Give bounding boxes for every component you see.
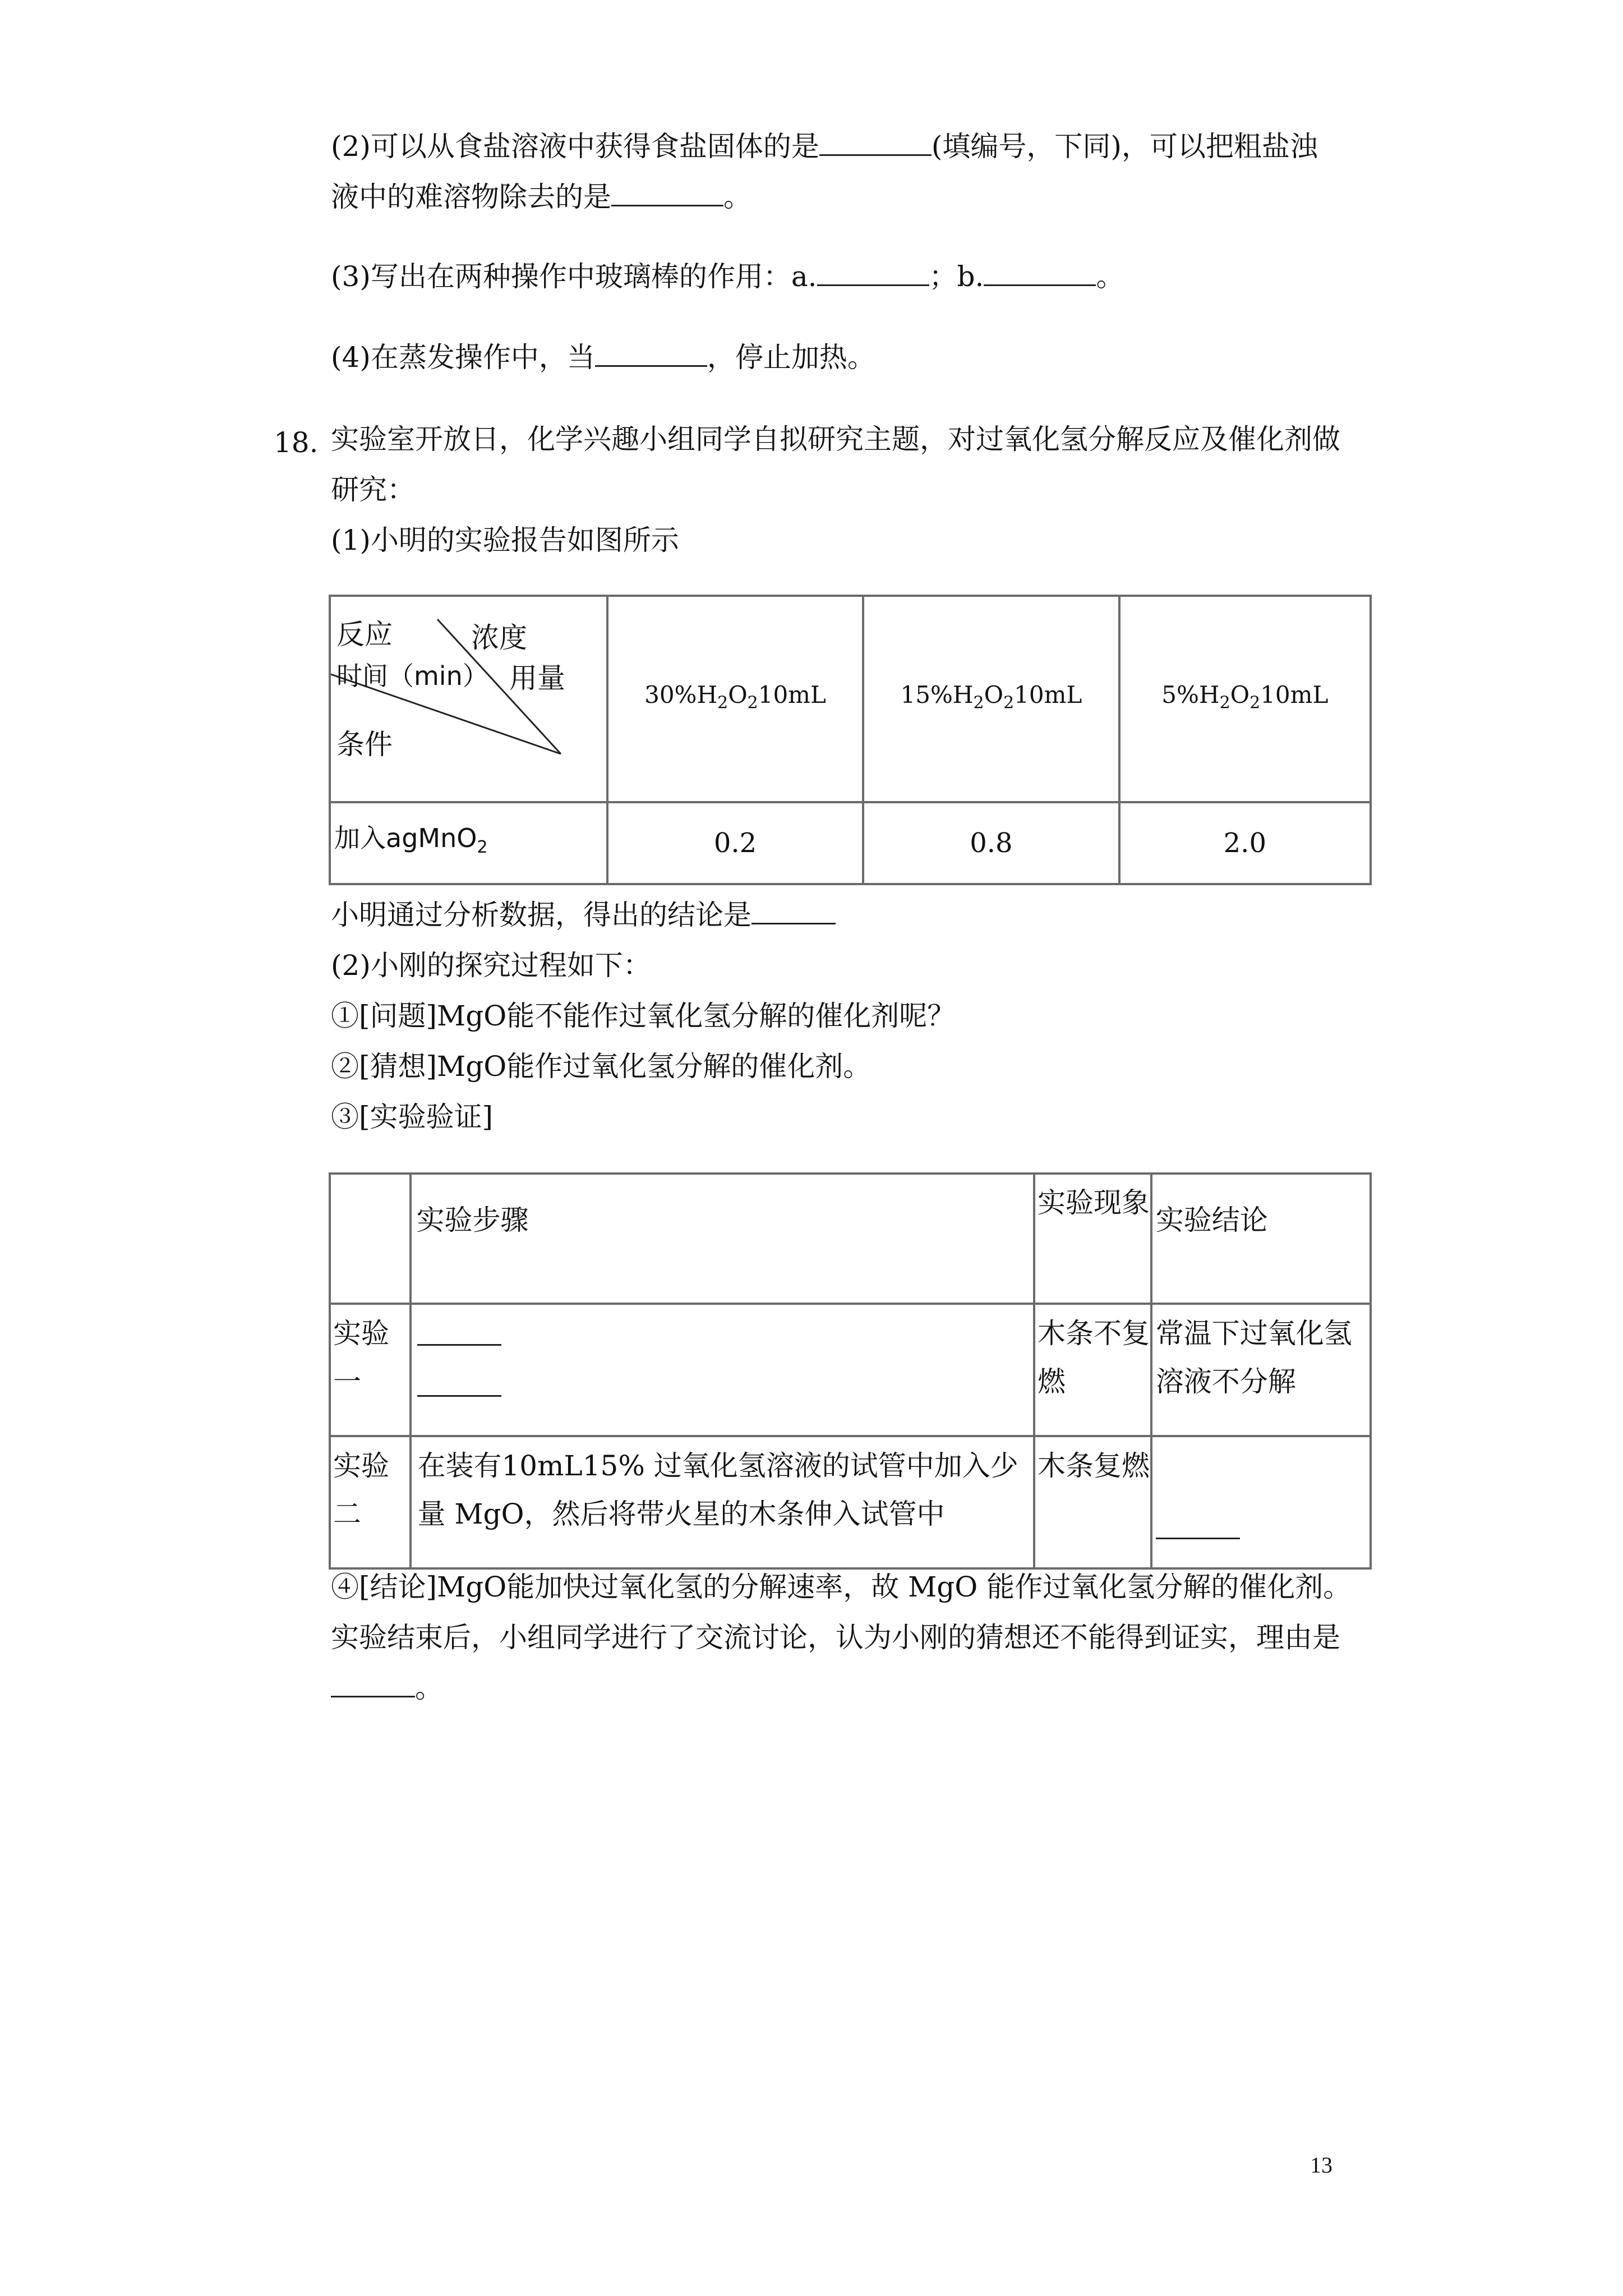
row-label-exp1: 实验一 bbox=[330, 1304, 411, 1436]
exp2-conclusion bbox=[1151, 1436, 1371, 1568]
text: 。 bbox=[723, 181, 751, 213]
col-15pct: $15\%H_2O_210mL$ bbox=[863, 596, 1119, 802]
value-30pct: 0.2 bbox=[607, 802, 863, 884]
header-amount: 用量 bbox=[509, 662, 565, 694]
text: 液中的难溶物除去的是 bbox=[331, 181, 611, 213]
text: (填编号，下同)，可以把粗盐浊 bbox=[931, 130, 1318, 163]
exp2-steps: 在装有10mL15% 过氧化氢溶液的试管中加入少量 MgO，然后将带火星的木条伸入试管中 bbox=[411, 1436, 1034, 1568]
question-2-line-1 bbox=[331, 129, 1318, 164]
question-18-line-1: 实验室开放日，化学兴趣小组同学自拟研究主题，对过氧化氢分解反应及催化剂做 bbox=[331, 423, 1340, 455]
text: (2)可以从食盐溶液中获得食盐固体的是 bbox=[331, 130, 819, 163]
question-number: 18. bbox=[274, 426, 319, 459]
question-18-part-1: (1)小明的实验报告如图所示 bbox=[331, 524, 679, 556]
question-4 bbox=[331, 340, 875, 375]
row-label-mno2: 加入agMnO$_2$ bbox=[330, 802, 607, 884]
text: (4)在蒸发操作中，当 bbox=[331, 341, 595, 374]
answer-blank-1[interactable] bbox=[417, 1322, 501, 1346]
text: ；b. bbox=[929, 260, 984, 293]
text: 。 bbox=[1096, 260, 1124, 293]
text: (3)写出在两种操作中玻璃棒的作用：a. bbox=[331, 260, 817, 293]
text: 。 bbox=[415, 1672, 443, 1704]
question-2-line-2 bbox=[331, 180, 751, 214]
text: 小明通过分析数据，得出的结论是 bbox=[331, 899, 751, 931]
part-4-conclusion: ④[结论]MgO能加快过氧化氢的分解速率，故 MgO 能作过氧化氢分解的催化剂。 bbox=[331, 1571, 1352, 1603]
answer-blank[interactable] bbox=[331, 1671, 415, 1697]
experiment-table bbox=[329, 1172, 1372, 1570]
answer-blank[interactable] bbox=[751, 898, 836, 924]
header-conclusion: 实验结论 bbox=[1151, 1174, 1371, 1304]
part-2-verify: ③[实验验证] bbox=[331, 1101, 494, 1133]
exp1-conclusion: 常温下过氧化氢溶液不分解 bbox=[1151, 1304, 1371, 1436]
part-2-guess: ②[猜想]MgO能作过氧化氢分解的催化剂。 bbox=[331, 1050, 872, 1083]
header-condition: 条件 bbox=[336, 728, 393, 761]
header-concentration: 浓度 bbox=[471, 622, 527, 654]
col-30pct: $30\%H_2O_210mL$ bbox=[607, 596, 863, 802]
header-blank bbox=[330, 1174, 411, 1304]
answer-blank[interactable] bbox=[819, 130, 932, 156]
question-18-line-2: 研究： bbox=[331, 473, 415, 506]
answer-blank-a[interactable] bbox=[817, 260, 929, 286]
discussion-line-2 bbox=[331, 1671, 443, 1705]
conclusion-line bbox=[331, 898, 836, 932]
header-reaction: 反应 bbox=[336, 618, 393, 651]
diagonal-header-cell bbox=[330, 596, 607, 802]
row-label-exp2: 实验二 bbox=[330, 1436, 411, 1568]
question-3 bbox=[331, 259, 1124, 294]
exp2-phenomenon: 木条复燃 bbox=[1034, 1436, 1151, 1568]
answer-blank[interactable] bbox=[1156, 1515, 1240, 1539]
text: ，停止加热。 bbox=[707, 341, 875, 374]
discussion-line-1: 实验结束后，小组同学进行了交流讨论，认为小刚的猜想还不能得到证实，理由是 bbox=[331, 1621, 1340, 1654]
answer-blank[interactable] bbox=[611, 180, 723, 206]
answer-blank[interactable] bbox=[595, 341, 707, 367]
exp1-steps bbox=[411, 1304, 1034, 1436]
part-2-question: ①[问题]MgO能不能作过氧化氢分解的催化剂呢？ bbox=[331, 1000, 956, 1032]
answer-blank-b[interactable] bbox=[984, 260, 1096, 286]
answer-blank-2[interactable] bbox=[417, 1373, 501, 1397]
header-phenomenon: 实验现象 bbox=[1034, 1174, 1151, 1304]
value-15pct: 0.8 bbox=[863, 802, 1119, 884]
header-steps: 实验步骤 bbox=[411, 1174, 1034, 1304]
page-number: 13 bbox=[1310, 2152, 1332, 2178]
header-time: 时间（min） bbox=[336, 661, 488, 691]
col-5pct: $5\%H_2O_210mL$ bbox=[1119, 596, 1371, 802]
exp1-phenomenon: 木条不复燃 bbox=[1034, 1304, 1151, 1436]
value-5pct: 2.0 bbox=[1119, 802, 1371, 884]
report-table bbox=[329, 595, 1372, 885]
part-2-intro: (2)小刚的探究过程如下： bbox=[331, 949, 651, 982]
